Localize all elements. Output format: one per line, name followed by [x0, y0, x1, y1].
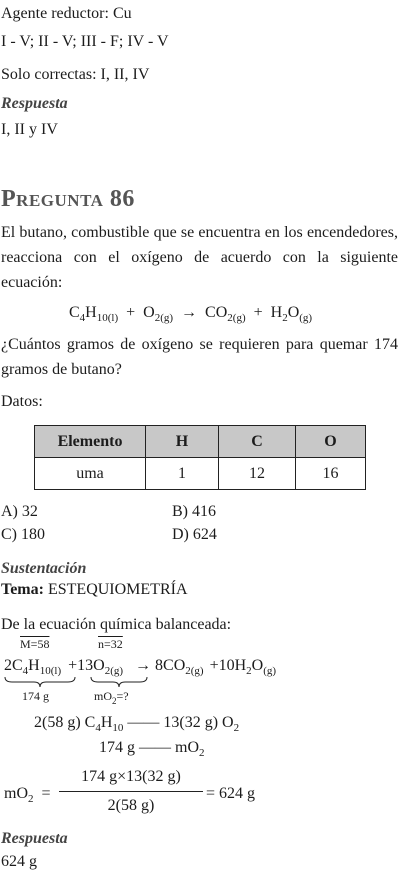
underbrace-right: [90, 676, 148, 688]
table-header-row: [35, 426, 366, 458]
datos-label: Datos:: [1, 393, 43, 410]
agente-reductor-text: Agente reductor: Cu: [1, 5, 132, 22]
fraction-denominator: 2(58 g): [107, 797, 155, 814]
table-cell: 1: [146, 458, 219, 490]
question-text-2: ¿Cuántos gramos de oxígeno se requieren para quemar 174 gramos de butano?: [1, 336, 398, 378]
correct-options-text: Solo correctas: I, II, IV: [1, 66, 150, 83]
option-b: B) 416: [172, 503, 216, 520]
heading-number: 86: [109, 186, 135, 212]
previous-respuesta-label: Respuesta: [1, 95, 68, 112]
heading-initial: P: [1, 186, 17, 212]
solution-respuesta-label: Respuesta: [1, 830, 68, 847]
option-d: D) 624: [172, 526, 217, 543]
table-header-cell: O: [296, 426, 366, 458]
balanced-equation: $2C_4H_{10(l)} +13O_{2(g)} \to 8CO_{2(g)} +10H_2O_{(g)}$: [4, 657, 277, 677]
previous-respuesta-value: I, II y IV: [1, 121, 58, 138]
underbrace-right-label: $mO_2=$?: [94, 689, 129, 706]
element-mass-table: [34, 425, 366, 490]
answer-sequence-text: I - V; II - V; III - F; IV - V: [1, 33, 169, 50]
table-header-cell: Elemento: [35, 426, 146, 458]
table-cell: 16: [296, 458, 366, 490]
solution-respuesta-value: 624 g: [1, 853, 37, 870]
molar-mass-label: M=58: [20, 637, 50, 651]
table-header-cell: C: [219, 426, 296, 458]
fraction-numerator: 174 g×13(32 g): [81, 768, 181, 785]
question-text: El butano, combustible que se encuentra en los encendedores, reacciona con el oxígeno de acuerdo con la siguiente ecuación:: [1, 224, 398, 291]
solution-intro: De la ecuación química balanceada:: [1, 616, 232, 633]
question-equation: $C_4H_{10(l)} + O_{2(g)} \to CO_{2(g)} + H_2O_{(g)}$: [69, 304, 313, 324]
table-cell: 12: [219, 458, 296, 490]
tema-value: ESTEQUIOMETRÍA: [47, 581, 188, 598]
table-cell: uma: [35, 458, 146, 490]
table-header-cell: H: [146, 426, 219, 458]
tema-line: [1, 580, 188, 600]
underbrace-left: [4, 676, 76, 688]
proportion-line-2: 174 g —— $mO_2$: [99, 739, 205, 759]
fraction-bar: [59, 791, 203, 792]
heading-smallcaps: REGUNTA: [16, 191, 104, 210]
underbrace-left-label: 174 g: [22, 689, 49, 703]
sustentacion-label: Sustentación: [1, 560, 87, 577]
tema-label: Tema:: [1, 581, 44, 598]
result-value: = 624 g: [206, 785, 256, 802]
option-c: C) 180: [1, 526, 45, 543]
result-lhs: $mO_2$ =: [4, 785, 51, 805]
option-a: A) 32: [1, 503, 38, 520]
table-row: [35, 458, 366, 490]
molar-n-label: n=32: [98, 637, 123, 651]
question-heading: [1, 186, 135, 212]
proportion-line-1: 2(58 g) $C_4H_{10}$ —— 13(32 g) $O_2$: [34, 714, 240, 734]
